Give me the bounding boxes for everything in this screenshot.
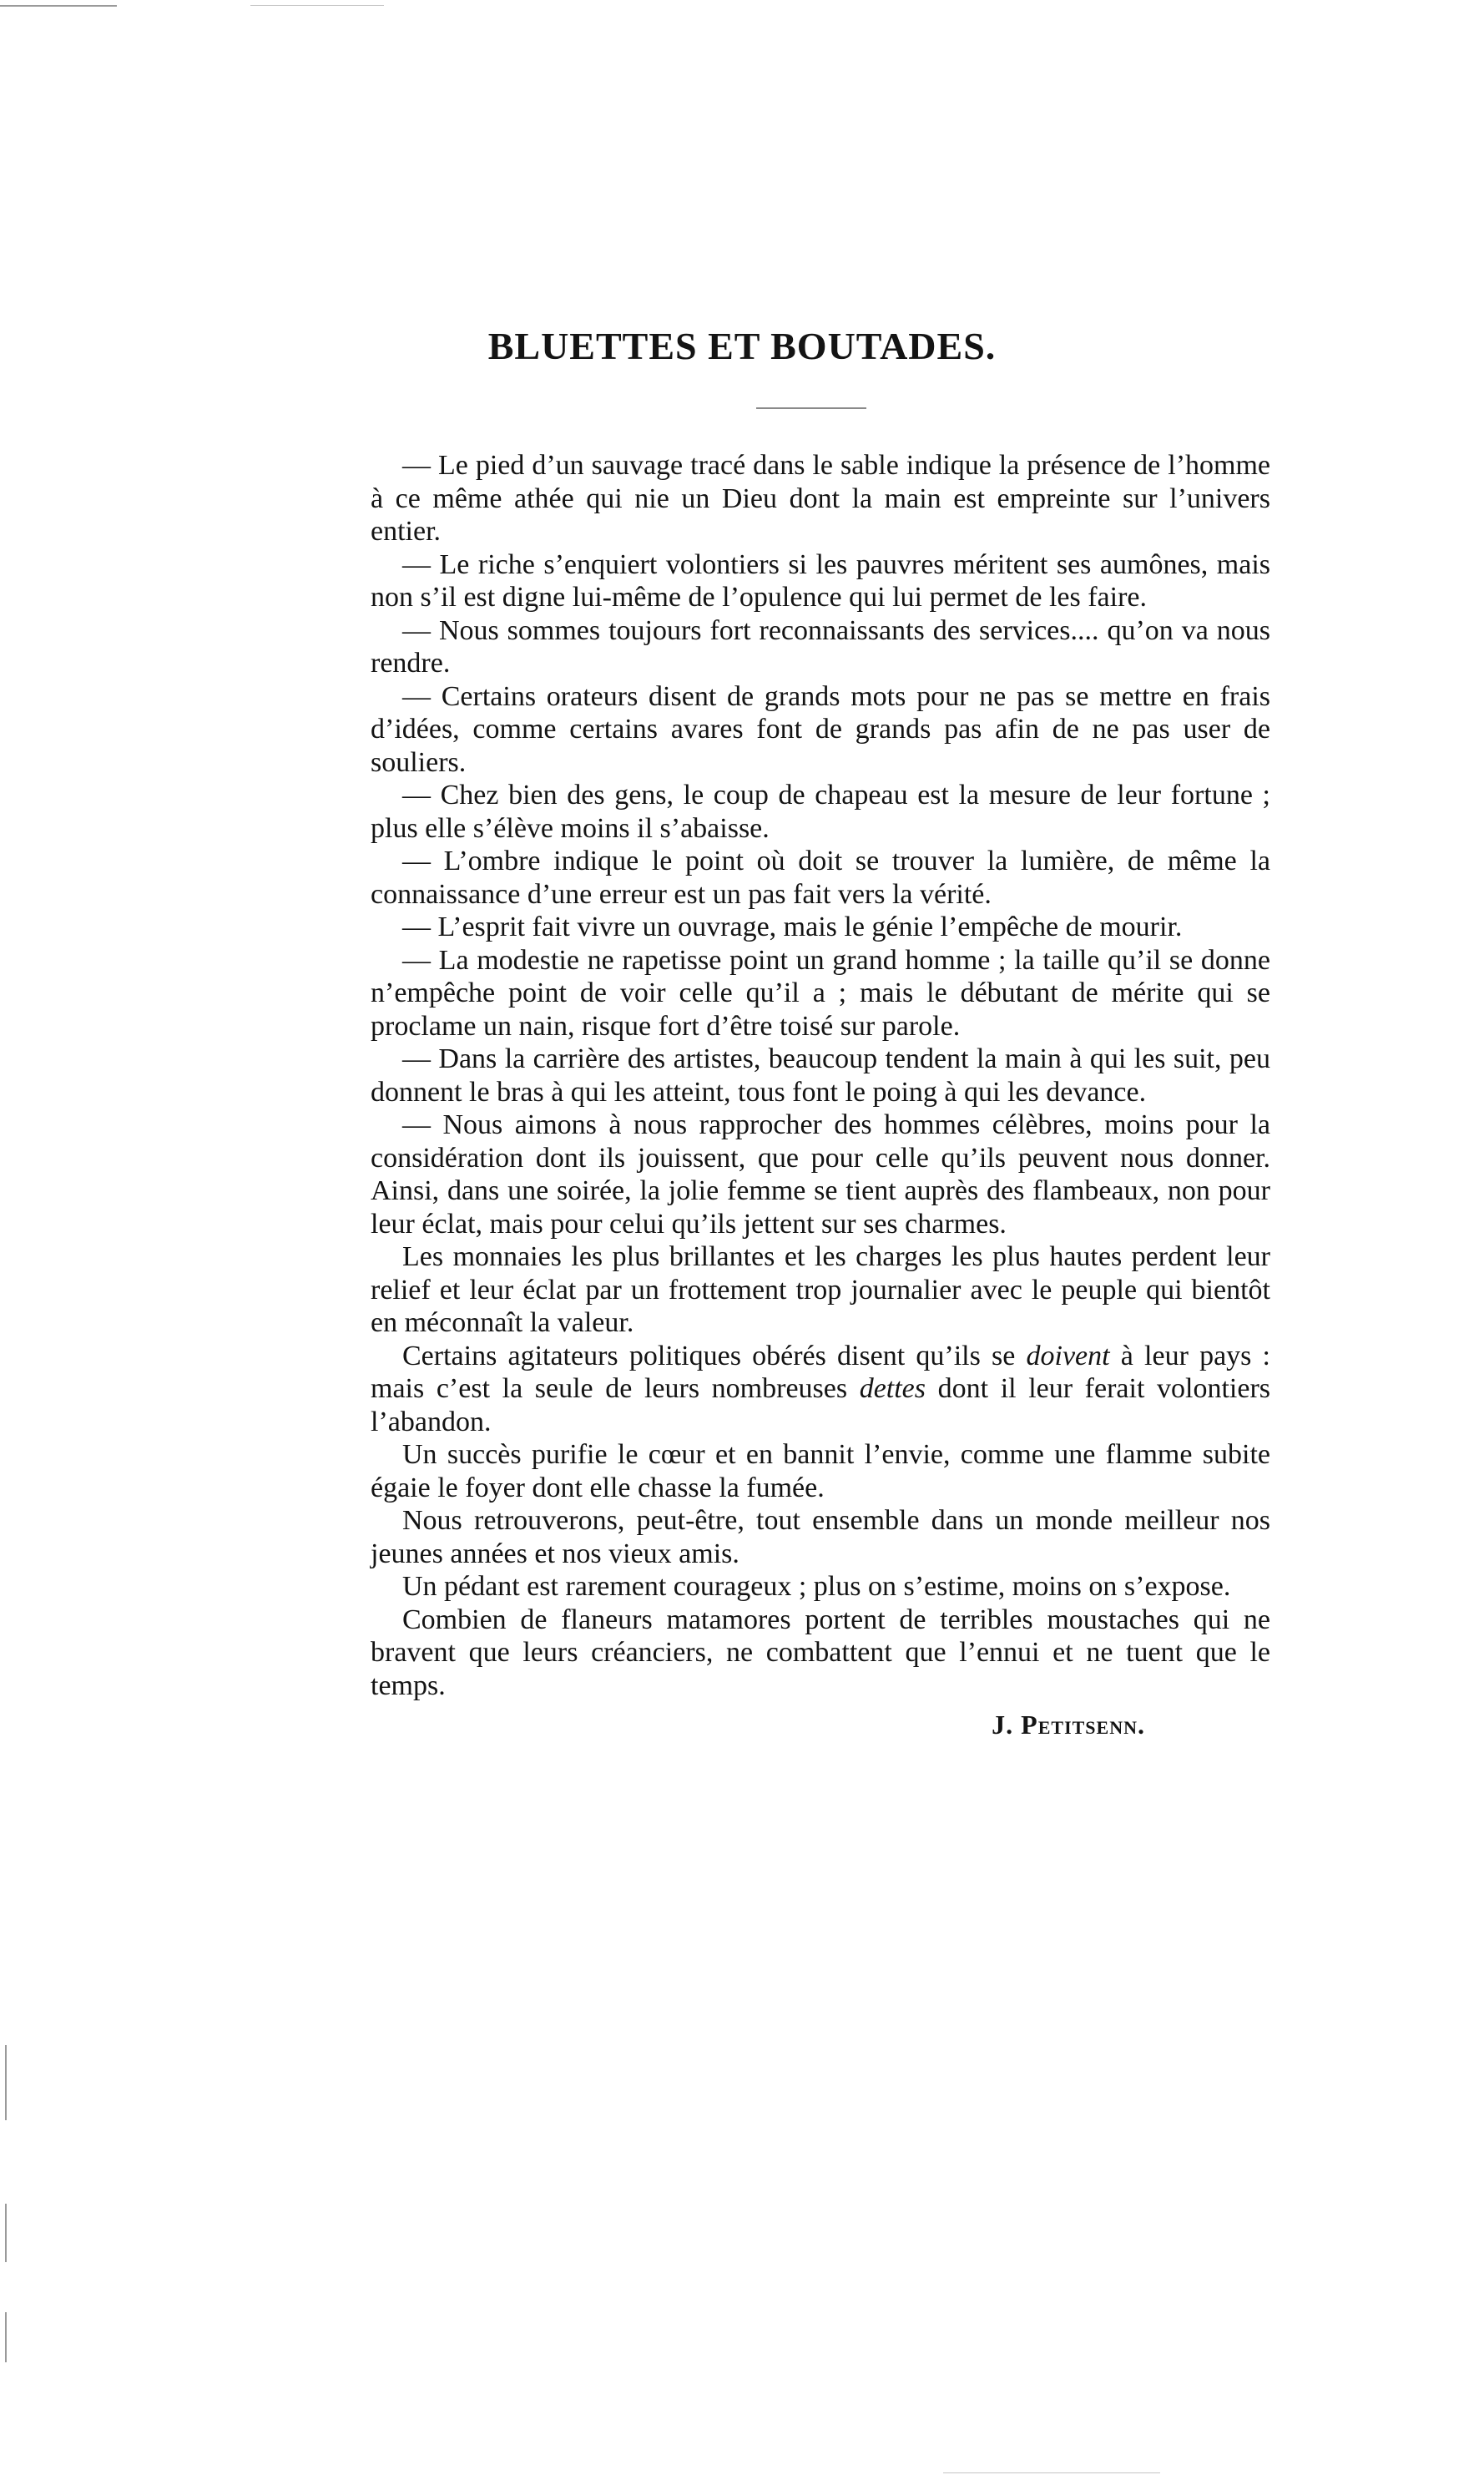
paragraph: — La modestie ne rapetisse point un grand homme ; la taille qu’il se donne n’empêche point de voir celle qu’il a ; mais le débutant de mérite qui se proclame un nain, risque fort d’être toisé sur parole. bbox=[371, 944, 1270, 1042]
scan-edge-mark bbox=[5, 2045, 7, 2120]
paragraph: — L’esprit fait vivre un ouvrage, mais le génie l’empêche de mourir. bbox=[402, 912, 1183, 942]
author-signature: J. Petitsenn. bbox=[992, 1710, 1145, 1740]
text-span: Certains agitateurs politiques obérés disent qu’ils se bbox=[402, 1340, 1027, 1371]
paragraph: — L’ombre indique le point où doit se trouver la lumière, de même la connaissance d’une erreur est un pas fait vers la vérité. bbox=[371, 846, 1270, 910]
paragraph: — Le pied d’un sauvage tracé dans le sable indique la présence de l’homme à ce même athée qui nie un Dieu dont la main est empreinte sur l’univers entier. bbox=[371, 450, 1270, 547]
paragraph: Nous retrouverons, peut-être, tout ensemble dans un monde meilleur nos jeunes années et nos vieux amis. bbox=[371, 1505, 1270, 1569]
paragraph: — Chez bien des gens, le coup de chapeau est la mesure de leur fortune ; plus elle s’élève moins il s’abaisse. bbox=[371, 780, 1270, 844]
scan-edge-mark bbox=[5, 2204, 7, 2262]
paragraph: — Nous aimons à nous rapprocher des hommes célèbres, moins pour la considération dont ils jouissent, que pour celle qu’ils peuvent nous donner. Ainsi, dans une soirée, la jolie femme se tient auprès des flambeaux, non pour leur éclat, mais pour celui qu’ils jettent sur ses charmes. bbox=[371, 1109, 1270, 1240]
paragraph: Combien de flaneurs matamores portent de terribles moustaches qui ne bravent que leurs créanciers, ne combattent que l’ennui et ne tuent que le temps. bbox=[371, 1604, 1270, 1701]
paragraph: — Dans la carrière des artistes, beaucoup tendent la main à qui les suit, peu donnent le bras à qui les atteint, tous font le poing à qui les devance. bbox=[371, 1043, 1270, 1108]
scan-edge-mark bbox=[943, 2472, 1160, 2473]
scan-edge-mark bbox=[250, 5, 384, 6]
emphasis-doivent: doivent bbox=[1026, 1340, 1110, 1371]
scan-edge-mark bbox=[5, 2312, 7, 2362]
paragraph: Les monnaies les plus brillantes et les charges les plus hautes perdent leur relief et leur éclat par un frottement trop journalier avec le peuple qui bientôt en méconnaît la valeur. bbox=[371, 1241, 1270, 1338]
scan-edge-mark bbox=[0, 5, 117, 7]
paragraph: Un succès purifie le cœur et en bannit l’envie, comme une flamme subite égaie le foyer dont elle chasse la fumée. bbox=[371, 1439, 1270, 1503]
text-span: dont il leur ferait volontiers l’abandon. bbox=[371, 1373, 1270, 1437]
paragraph: — Le riche s’enquiert volontiers si les pauvres méritent ses aumônes, mais non s’il est digne lui-même de l’opulence qui lui permet de les faire. bbox=[371, 548, 1270, 613]
paragraph-debts bbox=[371, 1340, 1270, 1439]
article-body bbox=[371, 449, 1270, 1742]
page-title: BLUETTES ET BOUTADES. bbox=[487, 325, 997, 367]
paragraph: — Nous sommes toujours fort reconnaissants des services.... qu’on va nous rendre. bbox=[371, 614, 1270, 679]
emphasis-dettes: dettes bbox=[859, 1373, 926, 1404]
paragraph: Un pédant est rarement courageux ; plus on s’estime, moins on s’expose. bbox=[402, 1571, 1231, 1602]
title-divider bbox=[756, 407, 866, 409]
text-span: à leur pays : mais c’est la seule de leurs nombreuses bbox=[371, 1340, 1271, 1404]
paragraph: — Certains orateurs disent de grands mots pour ne pas se mettre en frais d’idées, comme certains avares font de grands pas afin de ne pas user de souliers. bbox=[371, 680, 1270, 778]
